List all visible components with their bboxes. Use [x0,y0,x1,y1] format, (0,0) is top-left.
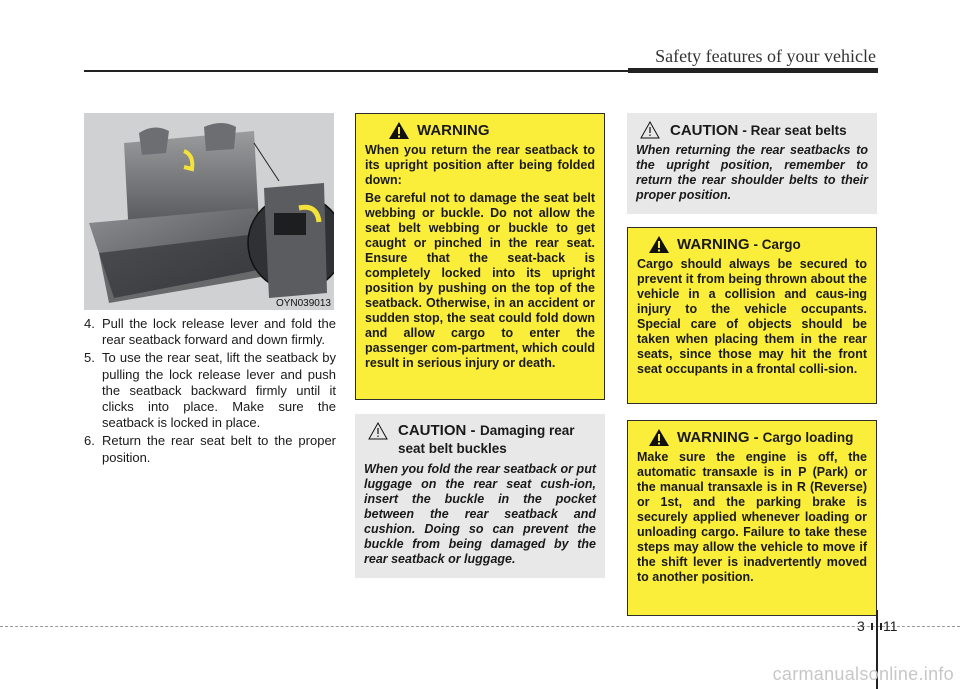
footer-tick [871,623,873,630]
caution-buckles-body: When you fold the rear seatback or put luggage on the rear seat cush-ion, insert the buckle in the pocket between the rear seatback and cushion. Doing so can prevent the buckle from being damaged by the rear seatback or luggage. [364,462,596,566]
step-item [84,350,336,431]
warning-triangle-icon [649,236,669,253]
warning-seatback-box [355,113,605,400]
warning-triangle-icon [389,122,409,139]
warning-loading-title: WARNING - [677,429,759,446]
header-rule-accent [628,68,878,73]
rear-seat-illustration [84,113,334,310]
step-number: 6. [84,433,95,449]
warning-seatback-intro: When you return the rear seatback to its upright position after being folded down: [365,143,595,187]
step-item [84,433,336,465]
footer-rule [0,626,960,627]
caution-buckles-heading [398,422,596,458]
step-text: To use the rear seat, lift the seatback by pulling the lock release lever and push the seatback backward firmly until it clicks into place. Make sure the seatback is locked in place. [102,350,336,431]
footer-tick [880,623,882,630]
warning-loading-body: Make sure the engine is off, the automatic transaxle is in P (Park) or the manual transaxle is in R (Reverse) or 1st, and the parking brake is securely applied whenever loading or unloading cargo. Failure to take these steps may allow the vehicle to move if the shift lever is inadvertently moved to another position. [637,450,867,584]
instruction-steps [84,316,336,468]
step-number: 4. [84,316,95,331]
warning-seatback-body [365,143,595,371]
caution-buckles-header [364,422,596,458]
caution-buckles-title: CAUTION - [398,422,476,439]
warning-cargo-header [649,236,867,253]
caution-buckles-subtitle: Damaging rear seat belt buckles [398,423,575,456]
warning-seatback-header [389,122,595,139]
caution-belts-title: CAUTION [670,121,739,139]
caution-buckles-box [355,414,605,578]
warning-cargo-title: WARNING [677,236,750,253]
caution-triangle-icon [640,121,660,139]
warning-cargo-body: Cargo should always be secured to prevent it from being thrown about the vehicle in a collision and caus-ing injury to the vehicle occupants. Special care of objects should be taken when placing them in the rear seats, since those may hit the front seat occupants in a frontal colli-sion. [637,257,867,376]
warning-cargo-box [627,227,877,404]
warning-loading-box [627,420,877,616]
step-text: Pull the lock release lever and fold the rear seatback forward and down firmly. [102,316,336,348]
caution-belts-subtitle: - Rear seat belts [742,122,847,138]
page-number: 11 [883,618,898,634]
caution-triangle-icon [368,422,388,440]
warning-seatback-title: WARNING [417,122,490,139]
watermark: carmanualsonline.info [772,664,954,684]
rear-seat-photo [84,113,334,310]
caution-belts-body: When returning the rear seatbacks to the upright position, remember to return the rear shoulder belts to their proper position. [636,143,868,202]
step-number: 5. [84,350,95,366]
caution-belts-header [636,121,868,139]
photo-code: OYN039013 [275,298,331,309]
warning-loading-subtitle: Cargo loading [762,430,854,445]
warning-loading-header [649,429,867,446]
warning-triangle-icon [649,429,669,446]
chapter-number: 3 [857,618,865,634]
section-title: Safety features of your vehicle [655,46,876,66]
caution-belts-box [627,113,877,214]
step-text: Return the rear seat belt to the proper position. [102,433,336,465]
step-item [84,316,336,348]
warning-cargo-subtitle: - Cargo [753,237,801,252]
warning-seatback-text: Be careful not to damage the seat belt webbing or buckle. Do not allow the seat belt webbing or buckle to get caught or pinched in the rear seat. Ensure that the seat-back is completely locked into its upright position by pushing on the top of the seatback. Otherwise, in an accident or sudden stop, the seat could fold down and allow cargo to enter the passenger com-partment, which could result in serious injury or death. [365,191,595,370]
